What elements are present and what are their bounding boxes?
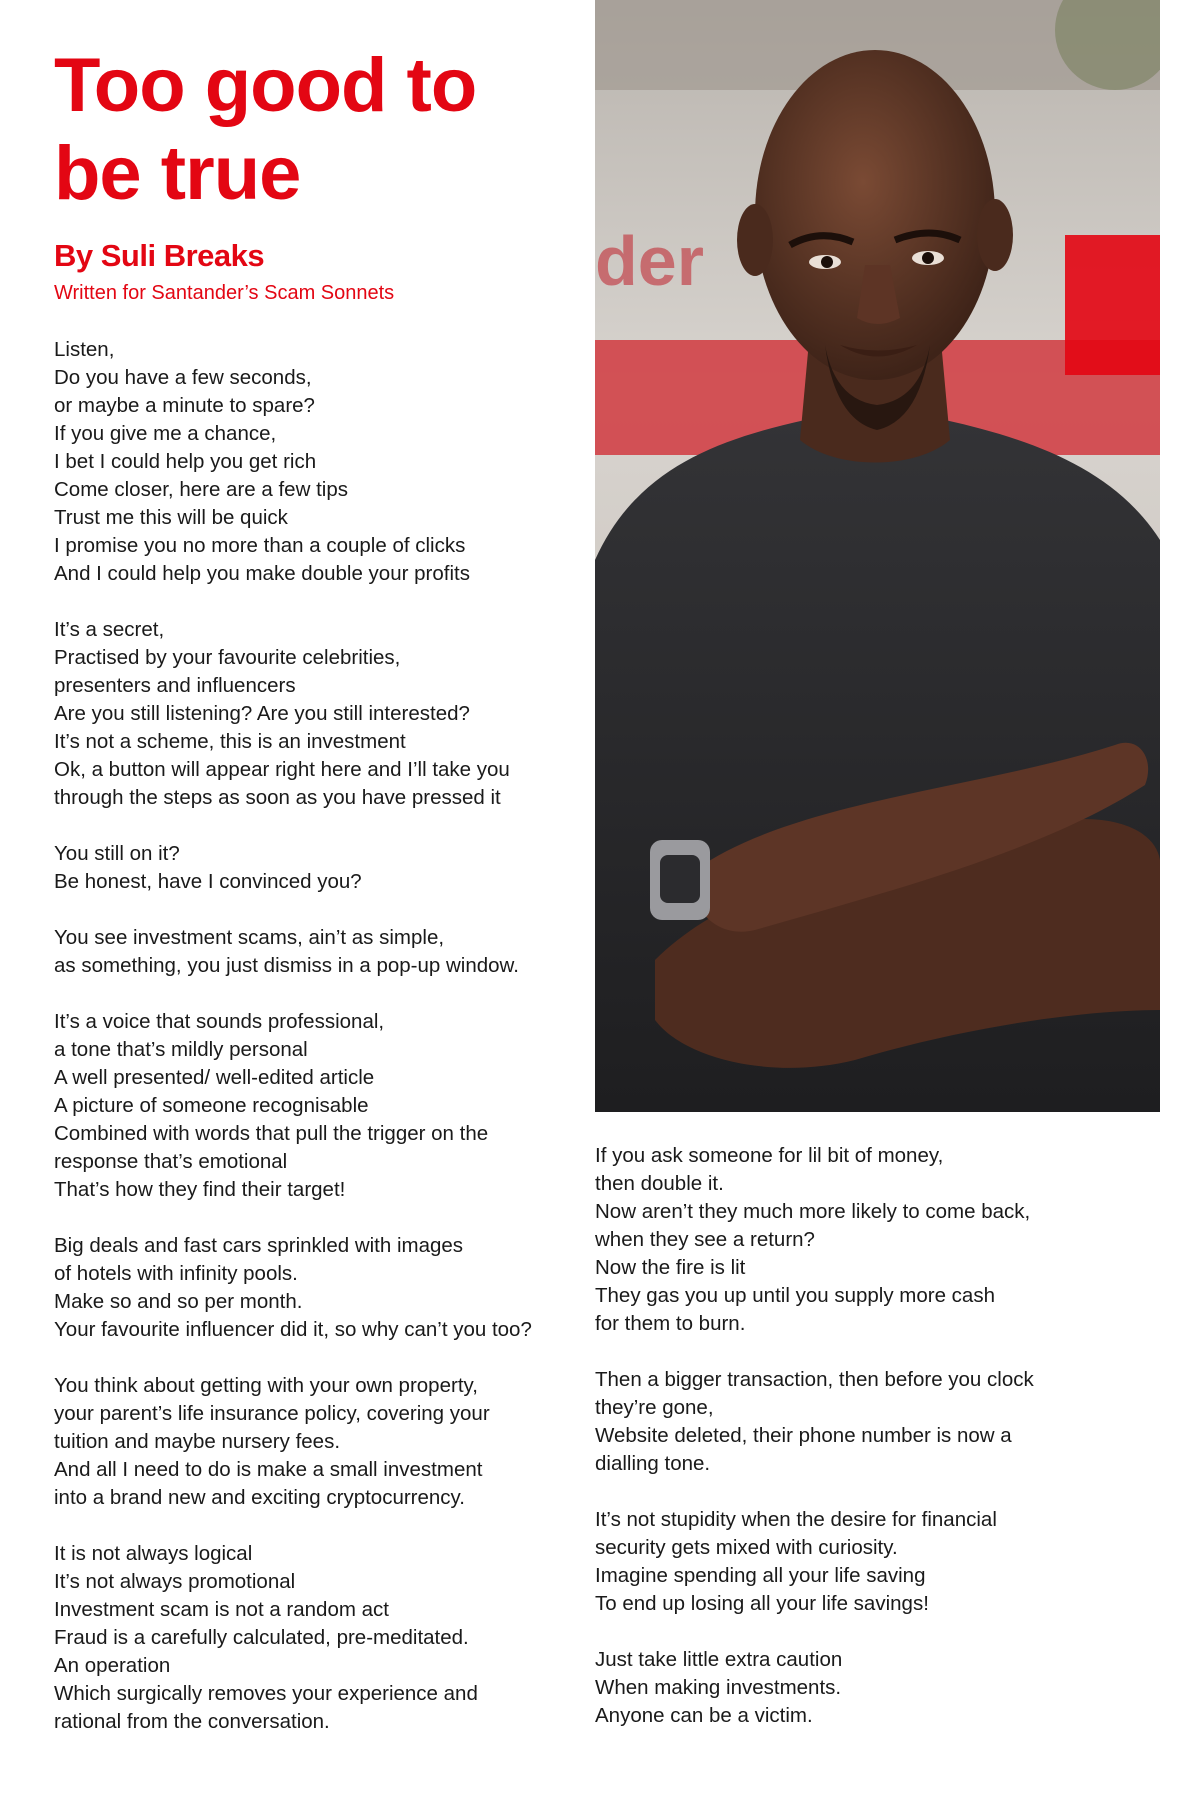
poem-line: dialling tone. (595, 1452, 711, 1475)
poem-line: They gas you up until you supply more cash (595, 1284, 995, 1307)
poem-line: Anyone can be a victim. (595, 1704, 813, 1727)
poem-line: You see investment scams, ain’t as simple, (54, 926, 445, 949)
poem-line: tuition and maybe nursery fees. (54, 1430, 341, 1453)
poem-line: Ok, a button will appear right here and I’ll take you (54, 758, 510, 781)
poem-line: It’s not stupidity when the desire for financial (595, 1508, 997, 1531)
poem-column-right (595, 1142, 1115, 1758)
poem-line: And I could help you make double your profits (54, 562, 470, 585)
poem-line: If you give me a chance, (54, 422, 277, 445)
poem-line: Imagine spending all your life saving (595, 1564, 926, 1587)
poem-line: You still on it? (54, 842, 180, 865)
stanza (54, 1008, 574, 1204)
poem-line: a tone that’s mildly personal (54, 1038, 308, 1061)
poem-line: If you ask someone for lil bit of money, (595, 1144, 944, 1167)
stanza (595, 1366, 1115, 1478)
poem-line: Now aren’t they much more likely to come back, (595, 1200, 1031, 1223)
poem-line: Website deleted, their phone number is now a (595, 1424, 1012, 1447)
poem-line: Make so and so per month. (54, 1290, 303, 1313)
poem-line: To end up losing all your life savings! (595, 1592, 929, 1615)
poem-line: I promise you no more than a couple of clicks (54, 534, 466, 557)
poem-line: they’re gone, (595, 1396, 714, 1419)
poem-line: Practised by your favourite celebrities, (54, 646, 401, 669)
portrait-photo (595, 0, 1160, 1112)
poem-line: your parent’s life insurance policy, covering your (54, 1402, 490, 1425)
poem-line: Which surgically removes your experience and (54, 1682, 478, 1705)
poem-line: Are you still listening? Are you still interested? (54, 702, 470, 725)
poem-line: when they see a return? (595, 1228, 815, 1251)
poem-line: Be honest, have I convinced you? (54, 870, 362, 893)
poem-line: into a brand new and exciting cryptocurrency. (54, 1486, 465, 1509)
storefront-sign-text: der (595, 222, 704, 300)
stanza (54, 1372, 574, 1512)
poem-line: Combined with words that pull the trigger on the (54, 1122, 489, 1145)
poem-line: presenters and influencers (54, 674, 296, 697)
credit-line: Written for Santander’s Scam Sonnets (54, 282, 395, 304)
page-title: Too good to be true (54, 43, 477, 216)
poem-line: It is not always logical (54, 1542, 253, 1565)
poem-line: A picture of someone recognisable (54, 1094, 369, 1117)
poem-line: That’s how they find their target! (54, 1178, 346, 1201)
stanza (595, 1506, 1115, 1618)
stanza (595, 1142, 1115, 1338)
poem-line: Then a bigger transaction, then before you clock (595, 1368, 1034, 1391)
poem-line: It’s a voice that sounds professional, (54, 1010, 385, 1033)
poem-line: security gets mixed with curiosity. (595, 1536, 898, 1559)
poem-line: I bet I could help you get rich (54, 450, 317, 473)
stanza (54, 1232, 574, 1344)
poem-line: through the steps as soon as you have pressed it (54, 786, 501, 809)
poem-line: It’s a secret, (54, 618, 165, 641)
poem-line: Now the fire is lit (595, 1256, 746, 1279)
stanza (54, 840, 574, 896)
poem-line: response that’s emotional (54, 1150, 288, 1173)
poem-line: Just take little extra caution (595, 1648, 843, 1671)
poem-line: You think about getting with your own property, (54, 1374, 478, 1397)
poem-line: Come closer, here are a few tips (54, 478, 348, 501)
poem-line: It’s not always promotional (54, 1570, 296, 1593)
poem-line: A well presented/ well-edited article (54, 1066, 375, 1089)
poem-line: as something, you just dismiss in a pop-up window. (54, 954, 519, 977)
poem-line: It’s not a scheme, this is an investment (54, 730, 406, 753)
poem-column-left (54, 336, 574, 1764)
poem-line: Big deals and fast cars sprinkled with images (54, 1234, 464, 1257)
poem-line: Do you have a few seconds, (54, 366, 312, 389)
stanza (595, 1646, 1115, 1730)
poem-line: Listen, (54, 338, 115, 361)
poem-line: or maybe a minute to spare? (54, 394, 315, 417)
poem-line: of hotels with infinity pools. (54, 1262, 298, 1285)
poem-line: for them to burn. (595, 1312, 746, 1335)
stanza (54, 1540, 574, 1736)
poem-line: And all I need to do is make a small investment (54, 1458, 483, 1481)
poem-line: then double it. (595, 1172, 724, 1195)
poem-line: rational from the conversation. (54, 1710, 330, 1733)
author-byline: By Suli Breaks (54, 238, 265, 273)
poem-line: Your favourite influencer did it, so why can’t you too? (54, 1318, 532, 1341)
poem-line: Fraud is a carefully calculated, pre-meditated. (54, 1626, 469, 1649)
poem-line: When making investments. (595, 1676, 842, 1699)
poem-line: An operation (54, 1654, 171, 1677)
poem-line: Trust me this will be quick (54, 506, 288, 529)
stanza (54, 336, 574, 588)
stanza (54, 616, 574, 812)
stanza (54, 924, 574, 980)
poem-line: Investment scam is not a random act (54, 1598, 389, 1621)
